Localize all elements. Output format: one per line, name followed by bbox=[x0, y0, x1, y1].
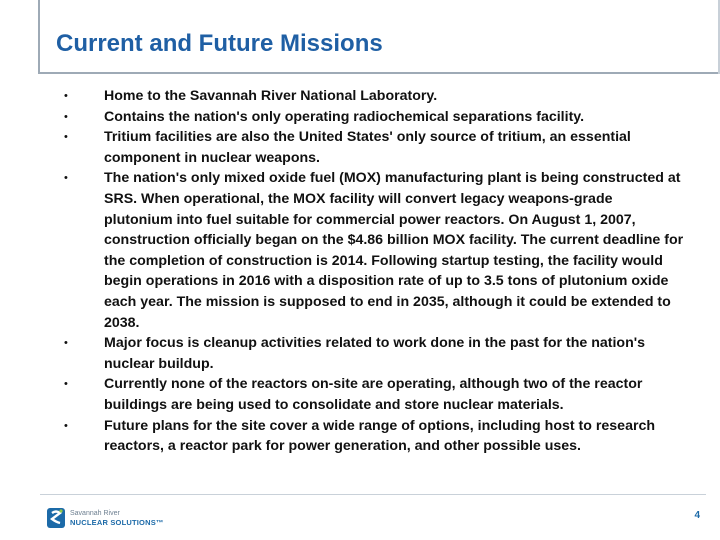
bullet-symbol: • bbox=[64, 337, 68, 350]
slide-title: Current and Future Missions bbox=[56, 30, 383, 57]
bullet-item bbox=[64, 416, 684, 457]
bullet-text: Major focus is cleanup activities related to work done in the past for the nation's nuclear buildup. bbox=[104, 335, 646, 372]
bullet-symbol: • bbox=[64, 90, 68, 102]
bullet-symbol: • bbox=[64, 172, 68, 185]
title-underline bbox=[38, 72, 720, 74]
bullet-symbol: • bbox=[64, 110, 68, 123]
bullet-text: Contains the nation's only operating radiochemical separations facility. bbox=[104, 108, 585, 125]
bullet-text: Home to the Savannah River National Laboratory. bbox=[104, 88, 438, 104]
bullet-text: The nation's only mixed oxide fuel (MOX) manufacturing plant is being constructed at SRS. When operational, the MOX facility will convert legacy weapons-grade plutonium into fuel suitable for commercial power reactors. On August 1, 2007, construction officially began on the $4.86 billion MOX facility. The current deadline for the completion of construction is 2014. Following startup testing, the facility would begin operations in 2016 with a disposition rate of up to 3.5 tons of plutonium oxide each year. The mission is supposed to end in 2035, although it could be extended to 2038. bbox=[104, 170, 684, 331]
bullet-item bbox=[64, 86, 684, 107]
logo-wordmark bbox=[70, 509, 164, 527]
company-logo bbox=[46, 506, 164, 530]
bullet-item bbox=[64, 333, 684, 374]
bullet-symbol: • bbox=[64, 131, 68, 144]
bullet-item bbox=[64, 107, 684, 128]
page-number: 4 bbox=[694, 510, 700, 521]
bullet-text: Future plans for the site cover a wide range of options, including host to research reactors, a reactor park for power generation, and other possible uses. bbox=[104, 417, 656, 455]
bullet-symbol: • bbox=[64, 419, 68, 432]
frame-left-line bbox=[38, 0, 40, 74]
bullet-symbol: • bbox=[64, 378, 68, 391]
bullet-item bbox=[64, 127, 684, 168]
logo-mark-icon bbox=[46, 507, 66, 529]
logo-line-2: NUCLEAR SOLUTIONS™ bbox=[70, 518, 164, 527]
bullet-text: Currently none of the reactors on-site are operating, although two of the reactor buildings are being used to consolidate and store nuclear materials. bbox=[104, 376, 643, 413]
logo-line-1: Savannah River bbox=[70, 510, 120, 517]
footer-divider bbox=[40, 494, 706, 495]
bullet-list bbox=[64, 86, 684, 457]
bullet-item bbox=[64, 168, 684, 333]
bullet-text: Tritium facilities are also the United States' only source of tritium, an essential component in nuclear weapons. bbox=[104, 129, 631, 166]
bullet-item bbox=[64, 374, 684, 415]
